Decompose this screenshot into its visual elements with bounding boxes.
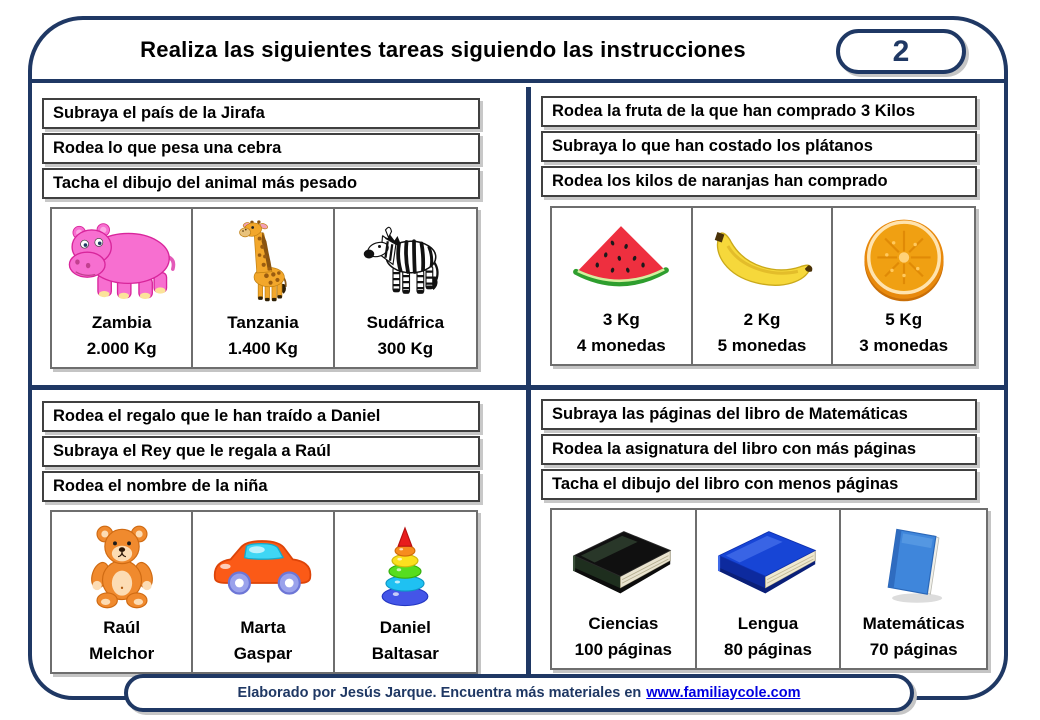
banana-icon	[705, 225, 819, 295]
item-cell	[552, 510, 697, 668]
item-cell	[697, 510, 842, 668]
item-cell	[841, 510, 986, 668]
item-value-label: 70 páginas	[869, 640, 958, 659]
worksheet-header	[32, 20, 1004, 83]
item-cell	[693, 208, 834, 364]
item-name-label: Marta	[240, 618, 286, 637]
item-name-label: 5 Kg	[885, 310, 923, 329]
item-cell	[335, 209, 476, 367]
watermelon-icon	[570, 221, 672, 299]
item-name-label: Daniel	[379, 618, 431, 637]
item-name-label: Tanzania	[227, 313, 299, 332]
item-value-label: 80 páginas	[724, 640, 812, 659]
quadrant-books	[531, 390, 1004, 696]
item-value-label: Melchor	[89, 644, 155, 663]
quadrant-gifts	[32, 390, 526, 696]
ring-stacker-icon	[370, 523, 440, 609]
item-value-label: 100 páginas	[574, 640, 672, 659]
instruction-list	[42, 401, 480, 502]
item-name-label: Lengua	[737, 614, 799, 633]
instruction-row: Tacha el dibujo del libro con menos páginas	[541, 469, 977, 500]
instruction-row: Rodea el regalo que le han traído a Daniel	[42, 401, 480, 432]
page-title: Realiza las siguientes tareas siguiendo las instrucciones	[140, 36, 746, 62]
item-name-label: Zambia	[91, 313, 152, 332]
quadrant-animals	[32, 87, 526, 385]
instruction-row: Subraya lo que han costado los plátanos	[541, 131, 977, 162]
item-cell	[52, 512, 193, 672]
item-value-label: 4 monedas	[576, 336, 666, 355]
item-cell	[193, 512, 334, 672]
hippo-icon	[64, 221, 180, 303]
math-book-icon	[875, 520, 953, 606]
worksheet-content	[32, 87, 1004, 696]
item-name-label: Raúl	[103, 618, 141, 637]
item-value-label: 300 Kg	[377, 339, 434, 358]
instruction-row: Subraya las páginas del libro de Matemáticas	[541, 399, 977, 430]
item-value-label: 1.400 Kg	[228, 339, 298, 358]
item-cell	[335, 512, 476, 672]
giraffe-icon	[232, 220, 294, 304]
item-value-label: 5 monedas	[717, 336, 807, 355]
orange-icon	[861, 217, 947, 303]
items-table	[50, 207, 478, 369]
footer-bar	[124, 674, 914, 712]
item-value-label: 3 monedas	[859, 336, 949, 355]
items-table	[550, 206, 976, 366]
item-value-label: Gaspar	[233, 644, 293, 663]
item-cell	[833, 208, 974, 364]
item-cell	[193, 209, 334, 367]
science-book-icon	[567, 523, 679, 602]
items-table	[550, 508, 988, 670]
toy-car-icon	[206, 534, 320, 597]
instruction-row: Tacha el dibujo del animal más pesado	[42, 168, 480, 199]
footer-text: Elaborado por Jesús Jarque. Encuentra más materiales en	[237, 685, 642, 701]
item-name-label: Matemáticas	[862, 614, 965, 633]
language-book-icon	[712, 523, 824, 602]
item-value-label: Baltasar	[371, 644, 439, 663]
item-name-label: Sudáfrica	[366, 313, 445, 332]
instruction-list	[541, 399, 977, 500]
item-name-label: Ciencias	[588, 614, 659, 633]
worksheet-frame	[28, 16, 1008, 700]
item-value-label: 2.000 Kg	[86, 339, 157, 358]
instruction-list	[42, 98, 480, 199]
quadrant-fruits	[531, 87, 1004, 385]
instruction-row: Rodea la asignatura del libro con más páginas	[541, 434, 977, 465]
item-name-label: 3 Kg	[602, 310, 640, 329]
item-cell	[52, 209, 193, 367]
items-table	[50, 510, 478, 674]
instruction-list	[541, 96, 977, 197]
teddy-bear-icon	[83, 522, 161, 610]
item-cell	[552, 208, 693, 364]
instruction-row: Subraya el Rey que le regala a Raúl	[42, 436, 480, 467]
instruction-row: Rodea el nombre de la niña	[42, 471, 480, 502]
page-number-badge: 2	[836, 29, 966, 74]
instruction-row: Rodea los kilos de naranjas han comprado	[541, 166, 977, 197]
item-name-label: 2 Kg	[743, 310, 781, 329]
zebra-icon	[360, 224, 450, 299]
instruction-row: Rodea la fruta de la que han comprado 3 Kilos	[541, 96, 977, 127]
footer-link[interactable]: www.familiaycole.com	[646, 685, 801, 701]
instruction-row: Subraya el país de la Jirafa	[42, 98, 480, 129]
instruction-row: Rodea lo que pesa una cebra	[42, 133, 480, 164]
